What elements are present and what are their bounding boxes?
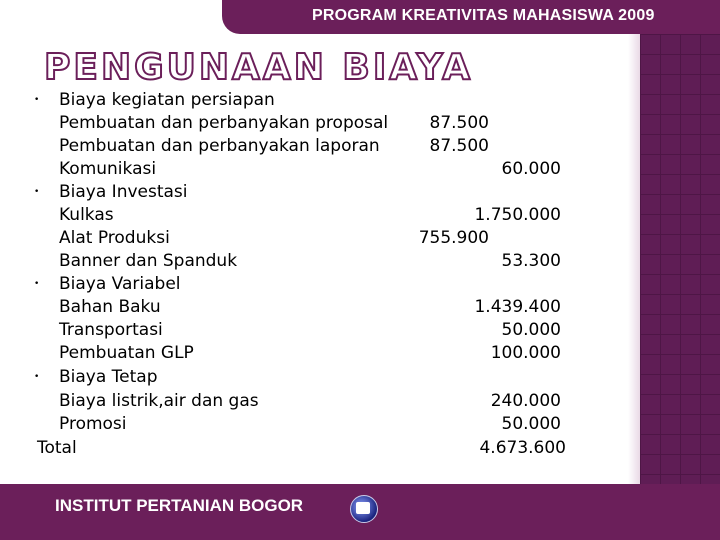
row-label: Kulkas xyxy=(59,205,114,225)
row-label: Pembuatan dan perbanyakan laporan xyxy=(59,136,380,156)
row-label: Biaya Variabel xyxy=(59,274,181,294)
row-value: 755.900 xyxy=(418,228,489,248)
row-label: Banner dan Spanduk xyxy=(59,251,238,271)
row-label: Promosi xyxy=(59,414,127,434)
row-label: Pembuatan GLP xyxy=(59,343,194,363)
row-value: 53.300 xyxy=(501,251,561,271)
row-label: Pembuatan dan perbanyakan proposal xyxy=(59,113,389,133)
row-value: 240.000 xyxy=(490,391,561,411)
total-value: 4.673.600 xyxy=(479,438,566,458)
row-value: 50.000 xyxy=(501,414,561,434)
right-decor-panel xyxy=(640,34,720,484)
footer-institution: INSTITUT PERTANIAN BOGOR xyxy=(55,496,304,515)
row-label: Bahan Baku xyxy=(59,297,161,317)
logo-emblem-icon xyxy=(356,502,370,514)
row-value: 60.000 xyxy=(501,159,561,179)
right-panel-edge xyxy=(628,34,640,484)
row-label: Biaya listrik,air dan gas xyxy=(59,391,259,411)
row-value: 100.000 xyxy=(490,343,561,363)
total-label: Total xyxy=(37,438,77,458)
bullet-icon: • xyxy=(34,187,40,197)
page-title: PENGUNAAN BIAYA xyxy=(44,47,474,88)
row-value: 50.000 xyxy=(501,320,561,340)
bullet-icon: • xyxy=(34,279,40,289)
row-label: Komunikasi xyxy=(59,159,157,179)
row-value: 1.750.000 xyxy=(474,205,561,225)
row-label: Biaya Tetap xyxy=(59,367,158,387)
row-value: 1.439.400 xyxy=(474,297,561,317)
bullet-icon: • xyxy=(34,95,40,105)
row-label: Biaya Investasi xyxy=(59,182,188,202)
row-label: Transportasi xyxy=(59,320,163,340)
row-value: 87.500 xyxy=(429,113,489,133)
row-label: Alat Produksi xyxy=(59,228,170,248)
header-bar xyxy=(0,0,720,36)
row-value: 87.500 xyxy=(429,136,489,156)
header-title: PROGRAM KREATIVITAS MAHASISWA 2009 xyxy=(312,7,655,24)
bullet-icon: • xyxy=(34,372,40,382)
row-label: Biaya kegiatan persiapan xyxy=(59,90,275,110)
